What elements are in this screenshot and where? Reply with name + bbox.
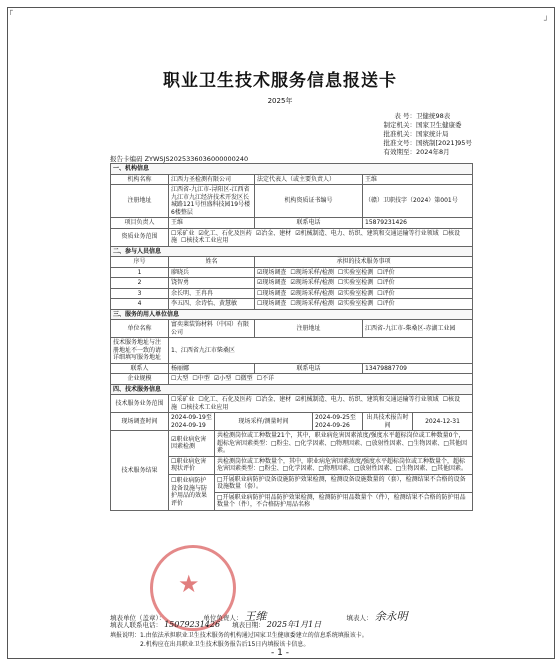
checkbox-option: ☑ 现场调查 — [257, 269, 286, 276]
checkbox-option: ☑ 现场调查 — [257, 279, 286, 286]
checkbox-option: ☑ 现场采样/检测 — [290, 279, 333, 286]
checkbox-option: ☑ 小型 — [214, 375, 231, 382]
checkbox-option: ☑ 实验室检测 — [338, 290, 373, 297]
checkbox-option: ☐ 采矿业 — [171, 230, 194, 237]
org-name: 江西力圣检测有限公司 — [169, 174, 255, 185]
org-address: 江西省-九江市-浔阳区-江西省九江市九江经济技术开发区长城路121号恒盛科技园19号楼6楼整层 — [169, 185, 255, 218]
section-header: 四、技术服务信息 — [111, 384, 473, 395]
section-header: 二、参与人员信息 — [111, 246, 473, 257]
document-title: 职业卫生技术服务信息报送卡 — [163, 71, 397, 91]
corner-mark: ┘ — [544, 16, 549, 25]
checkbox-option: ☑ 冶金、建材 — [256, 230, 291, 237]
checkbox-option: ☐ 评价 — [377, 269, 394, 276]
checkbox-option: ☐ 不详 — [257, 375, 274, 382]
checkbox-option: ☐ 实验室检测 — [338, 269, 373, 276]
checkbox-option: ☐ 现场调查 — [257, 300, 286, 307]
seal-star-icon: ★ — [178, 570, 200, 598]
checkbox-option: ☐ 评价 — [377, 279, 394, 286]
checkbox-option: ☐ 核设施 — [171, 230, 460, 245]
checkbox-option: ☑ 机械制造、电力、纺织、建筑和交通运输等行业领域 — [295, 230, 438, 237]
checkbox-option: ☐ 化工、石化及医药 — [198, 396, 251, 403]
checkbox-option: ☐ 现场采样/检测 — [290, 269, 333, 276]
report-form-table: 一、机构信息 机构名称 江西力圣检测有限公司 法定代表人（或主要负责人） 王维 注册地址 江西省-九江市-浔阳区-江西省九江市九江经济技术开发区长城路121号恒盛科技园19号楼6楼整层 机构资质证书编号 （赣）卫职技字（2024）第001号 项目负责人 王维 联系电话 15879231426 资质业务范围 ☐ 采矿业☑ 化工、石化及医药☑ 冶金、建材☑ 机械制造、电力、纺织、建筑和交通运输等行业领域☐ 核设施☐ 核技术工业应用 二、参与人员信息 序号 姓名 承担的技术服务事项 1 廖晓兵 ☑ 现场调查☐ 现场采样/检测☐ 实验室检测☐ 评价 2 饶智勇 ☑ 现场调查☑ 现场采样/检测☐ 实验室检测☐ 评价 3 余长明、王冉冉 ☐ 现场调查☑ 现场采样/检测☑ 实验室检测☐ 评价 4 李五四、余诗怡、黄慧敏 ☐ 现场调查☐ 现场采样/检测☑ 实验室检测☐ 评价 三、服务的用人单位信息 单位名称 富奕莱装饰材料（中国）有限公司 注册地址 江西省-九江市-柴桑区-赤湖工业园 技术服务地址与注册地址不一致的请详细填写服务地址 1、江西省九江市柴桑区 联系人 杨丽娜 联系电话 13479887709 企业规模 ☐ 大型☐ 中型☑ 小型☐ 微型☐ 不详 四、技术服务信息 技术服务业务范围 ☐ 采矿业☐ 化工、石化及医药☐ 冶金、建材☑ 机械制造、电力、纺织、建筑和交通运输等行业领域☐ 核设施☐ 核技术工业应用 现场调查时间 2024-09-19至2024-09-19 现场采样/测量时间 2024-09-25至2024-09-26 出具技术报告时间 2024-12-31 技术服务结果 ☑ 职业病危害因素检测 共检测岗位或工种数量21个，其中，职业病危害因素浓度/强度水平超标岗位或工种数量0个，超标危害因素类型：□粉尘、□化学因素、□物理因素、□放射性因素、□生物因素、□其他因素。 ☐ 职业病危害现状评价 共检测岗位或工种数量个，其中，职业病危害因素浓度/强度水平超标岗位或工种数量个，超标危害因素类型：□粉尘、□化学因素、□物理因素、□放射性因素、□生物因素、□其他因素。 ☐ 职业病防护设备设施与防护用品的效果评价 □开展职业病防护设备设施防护效果检测，检测设备设施数量的（套），检测结果不合格的设备设施数量（套）。 □开展职业病防护用品防护效果检测，检测防护用品数量个（件），检测结果不合格的防护用品数量个（件），不合格防护用品名称 — [110, 163, 473, 511]
employer-name: 富奕莱装饰材料（中国）有限公司 — [169, 320, 255, 338]
section-header: 一、机构信息 — [111, 164, 473, 175]
checkbox-option: ☐ 大型 — [171, 375, 188, 382]
cert-number: （赣）卫职技字（2024）第001号 — [363, 185, 473, 218]
checkbox-option: ☐ 现场调查 — [257, 290, 286, 297]
checkbox-option: ☐ 实验室检测 — [338, 279, 373, 286]
company-size — [169, 374, 473, 385]
footer-note-1: 填报说明：1.由依法承担职业卫生技术服务的机构通过国家卫生健康委建立的信息系统填报该卡。 — [110, 632, 368, 639]
checkbox-option: ☐ 核技术工业应用 — [181, 237, 228, 244]
form-meta: 表 号：卫健统98表 制定机关：国家卫生健康委 批准机关：国家统计局 批准文号：国统制[2021]95号 有效期至：2024年8月 — [383, 112, 472, 156]
personnel-row: 1 廖晓兵 ☑ 现场调查☐ 现场采样/检测☐ 实验室检测☐ 评价 — [111, 267, 473, 278]
checkbox-option: ☐ 微型 — [235, 375, 252, 382]
checkbox-option: ☑ 现场采样/检测 — [290, 290, 333, 297]
checkbox-option: ☐ 核设施 — [171, 396, 460, 411]
report-year: 2025年 — [267, 97, 293, 105]
checkbox-option: ☐ 中型 — [192, 375, 209, 382]
legal-rep: 王维 — [363, 174, 473, 185]
corner-mark: ┌ — [8, 6, 13, 15]
page-number: - 1 - — [271, 648, 289, 658]
footer-line-1: 填表单位（盖章）： 单位负责人： 王维 填表人： 余永明 — [110, 610, 408, 623]
personnel-row: 4 李五四、余诗怡、黄慧敏 ☐ 现场调查☐ 现场采样/检测☑ 实验室检测☐ 评价 — [111, 299, 473, 310]
checkbox-option: ☑ 化工、石化及医药 — [198, 230, 251, 237]
report-card-code: 报告卡编码 ZYWSJS2025336036000000240 — [110, 155, 249, 163]
checkbox-option: ☐ 评价 — [377, 290, 394, 297]
personnel-row: 2 饶智勇 ☑ 现场调查☑ 现场采样/检测☐ 实验室检测☐ 评价 — [111, 278, 473, 289]
checkbox-option: ☐ 评价 — [377, 300, 394, 307]
checkbox-option: ☐ 采矿业 — [171, 396, 194, 403]
checkbox-option: ☑ 机械制造、电力、纺织、建筑和交通运输等行业领域 — [295, 396, 438, 403]
checkbox-option: ☐ 冶金、建材 — [256, 396, 291, 403]
section-header: 三、服务的用人单位信息 — [111, 309, 473, 320]
checkbox-option: ☐ 核技术工业应用 — [181, 404, 228, 411]
personnel-row: 3 余长明、王冉冉 ☐ 现场调查☑ 现场采样/检测☑ 实验室检测☐ 评价 — [111, 288, 473, 299]
footer-note-2: 2.机构应在出具职业卫生技术服务报告后15日内填报该卡信息。 — [140, 641, 310, 648]
qualification-scope — [169, 228, 473, 246]
checkbox-option: ☐ 现场采样/检测 — [290, 300, 333, 307]
checkbox-option: ☑ 实验室检测 — [338, 300, 373, 307]
footer-line-2: 填表人联系电话： 15079231426 填表日期： 2025年1月1日 — [110, 620, 322, 629]
